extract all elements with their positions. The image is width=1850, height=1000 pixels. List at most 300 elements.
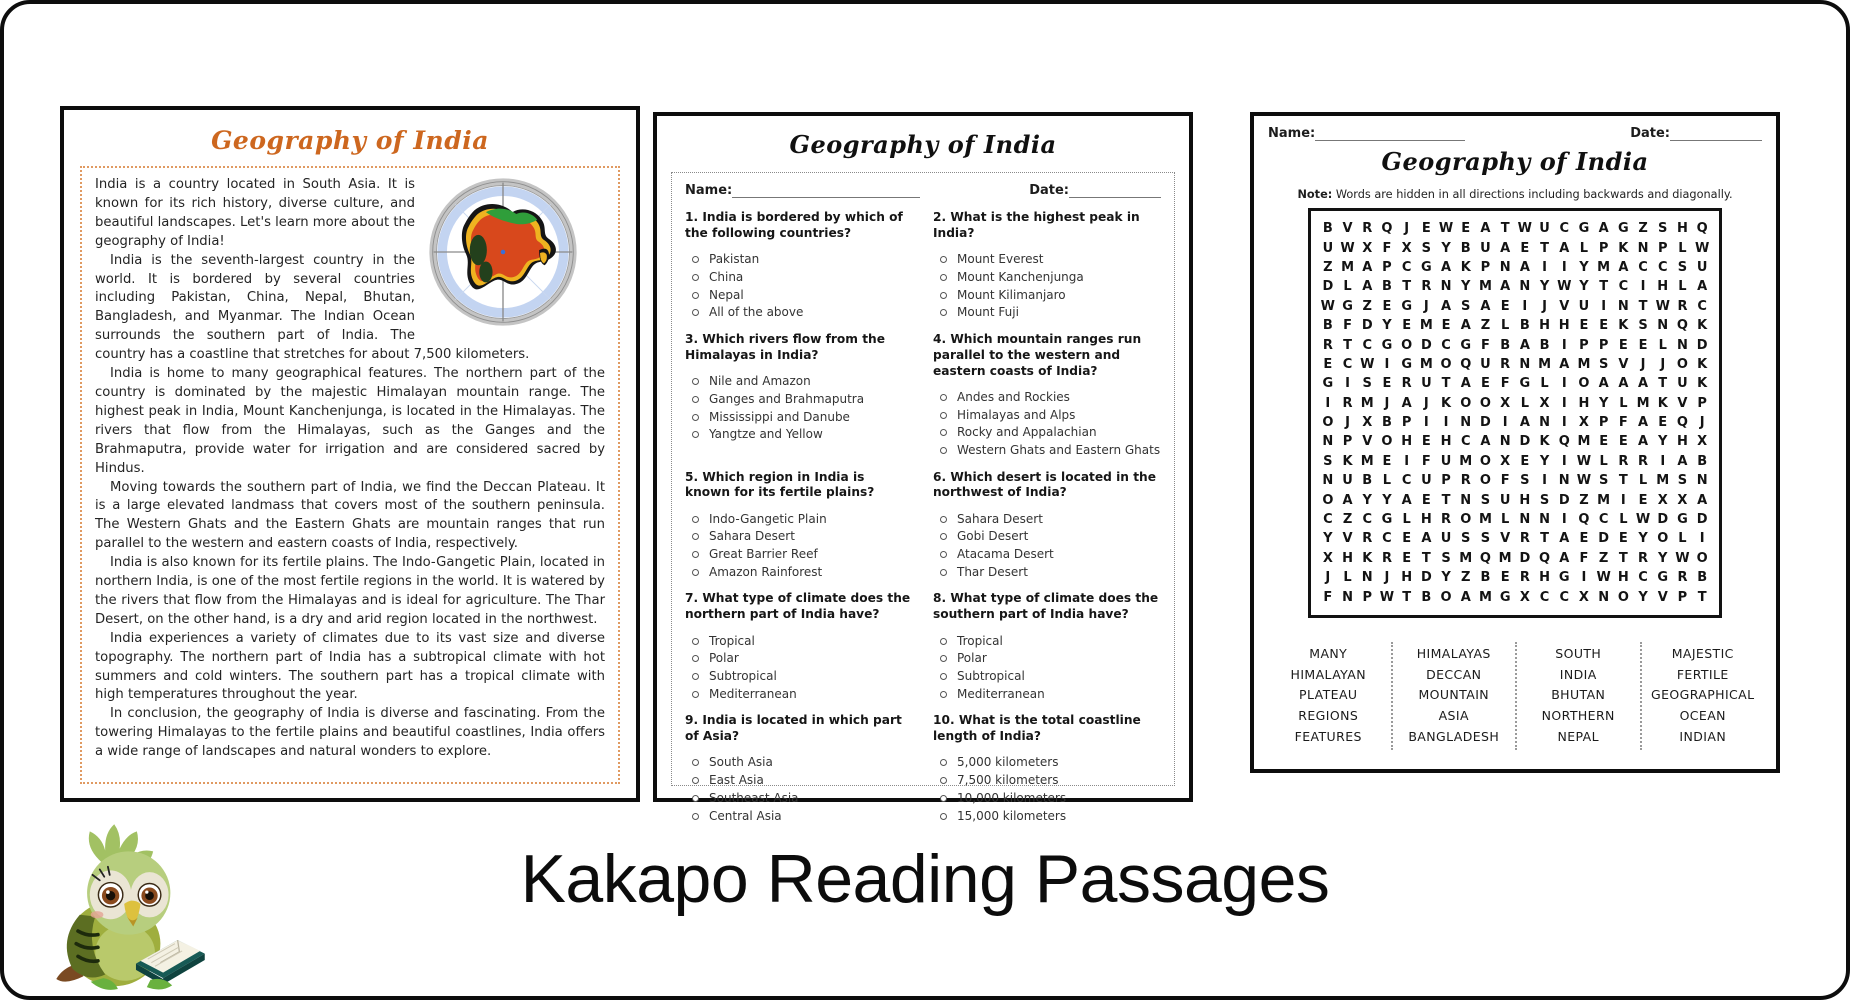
- question-text: 4. Which mountain ranges run parallel to the western and eastern coasts of India?: [933, 331, 1142, 378]
- name-blank-line: [732, 185, 920, 198]
- grid-letter: Z: [1579, 492, 1589, 508]
- grid-letter: E: [1579, 318, 1589, 334]
- grid-letter: H: [1617, 570, 1629, 586]
- grid-letter: A: [1480, 434, 1491, 450]
- grid-letter: Q: [1578, 512, 1590, 528]
- grid-letter: A: [1519, 337, 1530, 353]
- option-bullet-icon: [692, 551, 699, 558]
- grid-letter: V: [1677, 395, 1688, 411]
- grid-letter: L: [1343, 279, 1352, 295]
- grid-letter: I: [1542, 473, 1547, 489]
- grid-letter: U: [1421, 376, 1432, 392]
- grid-letter: A: [1677, 453, 1688, 469]
- grid-letter: Z: [1342, 512, 1353, 528]
- grid-letter: V: [1342, 531, 1353, 547]
- grid-letter: S: [1520, 473, 1530, 489]
- grid-letter: Y: [1658, 550, 1668, 566]
- grid-letter: B: [1697, 453, 1708, 469]
- name-date-row: [685, 183, 1161, 198]
- grid-letter: O: [1479, 395, 1491, 411]
- grid-letter: E: [1599, 434, 1609, 450]
- grid-letter: B: [1480, 570, 1491, 586]
- page-3-word-search: [1250, 112, 1780, 773]
- grid-letter: B: [1322, 221, 1333, 237]
- grid-letter: W: [1557, 279, 1572, 295]
- option-item: [692, 390, 913, 408]
- word-item: INDIAN: [1679, 729, 1727, 744]
- grid-letter: A: [1460, 376, 1471, 392]
- grid-letter: Y: [1461, 279, 1471, 295]
- grid-letter: H: [1401, 570, 1413, 586]
- option-label: Indo-Gangetic Plain: [709, 511, 827, 526]
- grid-letter: W: [1576, 473, 1592, 489]
- grid-letter: J: [1640, 356, 1646, 372]
- grid-letter: H: [1657, 279, 1669, 295]
- grid-letter: E: [1500, 298, 1510, 314]
- grid-letter: R: [1441, 512, 1452, 528]
- grid-letter: G: [1519, 376, 1531, 392]
- option-item: [940, 564, 1161, 582]
- option-label: Ganges and Brahmaputra: [709, 391, 865, 406]
- grid-letter: S: [1638, 318, 1648, 334]
- word-item: MOUNTAIN: [1418, 687, 1490, 703]
- grid-letter: Z: [1598, 550, 1609, 566]
- passage-paragraph: In conclusion, the geography of India is diverse and fascinating. From the towering Himalayas to the fertile plains and beautiful coastlines, India offers a wide range of landscapes and natural wonders to explore.: [95, 706, 605, 760]
- grid-letter: W: [1635, 512, 1651, 528]
- option-label: Nile and Amazon: [709, 373, 811, 388]
- grid-letter: X: [1362, 415, 1373, 431]
- grid-letter: C: [1362, 512, 1373, 528]
- grid-letter: G: [1322, 376, 1334, 392]
- option-list: [933, 251, 1161, 322]
- grid-letter: N: [1519, 356, 1531, 372]
- grid-letter: T: [1421, 550, 1431, 566]
- grid-letter: O: [1322, 492, 1334, 508]
- grid-letter: I: [1581, 570, 1587, 586]
- grid-letter: I: [1325, 395, 1331, 411]
- grid-letter: L: [1520, 395, 1529, 411]
- option-list: [685, 373, 913, 444]
- option-item: [940, 807, 1161, 825]
- grid-letter: A: [1559, 240, 1570, 256]
- word-item: FERTILE: [1676, 666, 1729, 682]
- option-label: Amazon Rainforest: [709, 565, 823, 579]
- question-block: [685, 470, 913, 582]
- option-label: Tropical: [957, 633, 1003, 648]
- word-list-column: [1515, 642, 1640, 750]
- grid-letter: K: [1342, 453, 1353, 469]
- option-item: [940, 772, 1161, 790]
- question-block: [933, 332, 1161, 460]
- option-item: [692, 790, 913, 808]
- grid-letter: R: [1519, 531, 1530, 547]
- grid-letter: X: [1500, 395, 1511, 411]
- option-bullet-icon: [692, 256, 699, 263]
- grid-letter: C: [1657, 259, 1668, 275]
- question-block: [933, 591, 1161, 703]
- grid-letter: L: [1678, 240, 1687, 256]
- grid-letter: H: [1519, 492, 1531, 508]
- grid-letter: R: [1638, 453, 1649, 469]
- grid-letter: E: [1599, 318, 1609, 334]
- grid-letter: V: [1342, 221, 1353, 237]
- grid-letter: N: [1460, 492, 1472, 508]
- grid-letter: H: [1578, 395, 1590, 411]
- grid-letter: D: [1322, 279, 1334, 295]
- option-bullet-icon: [692, 638, 699, 645]
- passage-paragraph: Moving towards the southern part of India, we find the Deccan Plateau. It is a large elevated landmass that covers most of the southern peninsula. The Western Ghats and the Eastern Ghats are mountain ranges that run parallel to the western and eastern coasts of India, respectively.: [95, 479, 605, 552]
- grid-letter: P: [1598, 337, 1609, 353]
- word-item: BANGLADESH: [1408, 729, 1500, 744]
- grid-letter: O: [1460, 512, 1472, 528]
- grid-letter: F: [1382, 240, 1392, 256]
- grid-letter: Q: [1539, 550, 1551, 566]
- grid-letter: C: [1618, 279, 1629, 295]
- grid-letter: A: [1500, 279, 1511, 295]
- grid-letter: A: [1500, 240, 1511, 256]
- option-bullet-icon: [940, 274, 947, 281]
- grid-letter: C: [1362, 337, 1373, 353]
- grid-letter: C: [1342, 356, 1353, 372]
- kakapo-mascot-icon: [28, 826, 224, 998]
- grid-letter: J: [1699, 415, 1705, 431]
- option-label: 5,000 kilometers: [957, 755, 1059, 770]
- grid-letter: M: [1459, 550, 1473, 566]
- grid-letter: H: [1401, 434, 1413, 450]
- grid-letter: C: [1539, 589, 1550, 605]
- option-item: [692, 632, 913, 650]
- option-bullet-icon: [940, 655, 947, 662]
- option-label: Himalayas and Alps: [957, 407, 1076, 422]
- grid-letter: V: [1559, 298, 1570, 314]
- grid-letter: G: [1558, 570, 1570, 586]
- option-item: [940, 269, 1161, 287]
- grid-letter: F: [1323, 589, 1333, 605]
- grid-letter: D: [1420, 337, 1432, 353]
- brand-title: Kakapo Reading Passages: [520, 841, 1330, 917]
- word-item: REGIONS: [1298, 708, 1359, 724]
- grid-letter: L: [1382, 473, 1392, 489]
- grid-letter: G: [1578, 221, 1590, 237]
- grid-letter: D: [1657, 512, 1669, 528]
- grid-letter: I: [1660, 453, 1666, 469]
- grid-letter: N: [1440, 279, 1452, 295]
- option-item: [692, 807, 913, 825]
- option-bullet-icon: [940, 533, 947, 540]
- grid-letter: T: [1402, 589, 1412, 605]
- word-item: PLATEAU: [1299, 687, 1358, 703]
- option-bullet-icon: [940, 813, 947, 820]
- kakapo-right-eye: [138, 883, 161, 906]
- grid-letter: E: [1461, 221, 1471, 237]
- grid-letter: H: [1677, 221, 1688, 237]
- grid-letter: W: [1517, 221, 1533, 237]
- grid-letter: H: [1420, 512, 1432, 528]
- option-list: [933, 388, 1161, 459]
- grid-letter: S: [1677, 473, 1688, 489]
- option-label: Mount Kilimanjaro: [957, 287, 1066, 302]
- grid-letter: I: [1345, 376, 1350, 392]
- option-item: [940, 424, 1161, 442]
- grid-letter: O: [1617, 589, 1629, 605]
- option-item: [940, 304, 1161, 322]
- word-item: DECCAN: [1426, 666, 1482, 682]
- option-bullet-icon: [940, 777, 947, 784]
- grid-letter: V: [1618, 356, 1629, 372]
- option-item: [692, 373, 913, 391]
- grid-letter: L: [1619, 395, 1628, 411]
- grid-letter: V: [1362, 434, 1373, 450]
- grid-letter: A: [1362, 259, 1373, 275]
- grid-letter: X: [1697, 434, 1708, 450]
- grid-letter: T: [1343, 337, 1352, 353]
- grid-letter: C: [1638, 259, 1648, 275]
- grid-letter: W: [1340, 240, 1355, 256]
- grid-letter: I: [1502, 415, 1508, 431]
- grid-letter: C: [1559, 589, 1570, 605]
- grid-letter: G: [1381, 512, 1393, 528]
- grid-letter: L: [1501, 512, 1510, 528]
- grid-letter: A: [1362, 279, 1373, 295]
- question-text: 6. Which desert is located in the northwest of India?: [933, 469, 1156, 500]
- grid-letter: U: [1578, 298, 1590, 314]
- grid-letter: F: [1618, 415, 1628, 431]
- word-item: BHUTAN: [1551, 687, 1606, 703]
- note-label: Note:: [1297, 188, 1333, 201]
- question-text: 7. What type of climate does the northern part of India have?: [685, 591, 911, 622]
- grid-letter: M: [1478, 589, 1492, 605]
- grid-letter: A: [1638, 434, 1649, 450]
- grid-letter: U: [1440, 531, 1452, 547]
- option-label: All of the above: [709, 305, 804, 320]
- option-item: [692, 408, 913, 426]
- option-bullet-icon: [940, 638, 947, 645]
- grid-letter: F: [1343, 318, 1352, 334]
- word-item: MANY: [1309, 645, 1348, 661]
- grid-letter: A: [1460, 318, 1471, 334]
- option-label: Polar: [957, 651, 987, 666]
- grid-letter: A: [1480, 298, 1491, 314]
- grid-letter: U: [1440, 453, 1452, 469]
- grid-letter: X: [1578, 415, 1589, 431]
- grid-letter: O: [1460, 395, 1472, 411]
- grid-letter: L: [1579, 240, 1589, 256]
- grid-letter: T: [1540, 240, 1549, 256]
- grid-letter: Y: [1382, 492, 1392, 508]
- grid-letter: J: [1384, 395, 1390, 411]
- option-bullet-icon: [692, 655, 699, 662]
- option-label: Rocky and Appalachian: [957, 425, 1097, 440]
- name-field: [685, 183, 920, 198]
- option-label: South Asia: [709, 755, 773, 770]
- grid-letter: W: [1675, 550, 1690, 566]
- grid-letter: S: [1461, 531, 1471, 547]
- grid-letter: J: [1423, 298, 1429, 314]
- grid-letter: N: [1539, 415, 1550, 431]
- grid-letter: I: [1561, 395, 1567, 411]
- grid-letter: A: [1460, 589, 1471, 605]
- grid-letter: E: [1638, 337, 1648, 353]
- grid-letter: L: [1658, 337, 1667, 353]
- grid-letter: X: [1519, 589, 1530, 605]
- grid-letter: V: [1500, 531, 1511, 547]
- grid-letter: C: [1638, 570, 1648, 586]
- grid-letter: A: [1638, 415, 1649, 431]
- grid-letter: N: [1519, 512, 1531, 528]
- option-list: [685, 754, 913, 825]
- option-bullet-icon: [940, 795, 947, 802]
- option-item: [692, 510, 913, 528]
- grid-letter: J: [1345, 415, 1350, 431]
- passage-body: [95, 176, 605, 762]
- option-label: East Asia: [709, 773, 764, 788]
- option-item: [940, 510, 1161, 528]
- grid-letter: E: [1402, 531, 1412, 547]
- grid-letter: D: [1598, 531, 1610, 547]
- grid-letter: E: [1402, 318, 1412, 334]
- passage-paragraph: India is the seventh-largest country in the world. It is bordered by several countries including Pakistan, China, Nepal, Bhutan, Bangladesh, and Myanmar. The Indian Ocean surrounds the southern part of India. The country has a coastline that stretches for about 7,500 kilometers.: [95, 252, 530, 363]
- option-bullet-icon: [692, 378, 699, 385]
- grid-letter: H: [1342, 550, 1353, 566]
- question-text: 1. India is bordered by which of the following countries?: [685, 210, 903, 240]
- word-item: GEOGRAPHICAL: [1650, 687, 1755, 703]
- grid-letter: T: [1441, 376, 1451, 392]
- option-label: Pakistan: [709, 252, 760, 267]
- grid-letter: L: [1678, 279, 1687, 295]
- grid-letter: C: [1401, 259, 1412, 275]
- word-item: ASIA: [1438, 708, 1469, 724]
- question-block: [685, 332, 913, 460]
- grid-letter: R: [1362, 221, 1373, 237]
- grid-letter: N: [1342, 589, 1353, 605]
- grid-letter: I: [1404, 453, 1410, 469]
- grid-letter: E: [1402, 550, 1412, 566]
- grid-letter: M: [1459, 453, 1473, 469]
- passage-paragraph: India is home to many geographical features. The northern part of the country is dominated by the majestic Himalayan mountain range. The highest peak in India, Mount Kanchenjunga, is located in the Himalayas. The rivers that flow from the Himalayas, such as the Ganges and the Brahmaputra, provide water for irrigation and are considered sacred by Hindus.: [95, 366, 605, 476]
- grid-letter: A: [1401, 492, 1412, 508]
- grid-letter: X: [1677, 492, 1688, 508]
- grid-letter: K: [1441, 395, 1452, 411]
- option-item: [940, 754, 1161, 772]
- question-text: 8. What type of climate does the southern part of India have?: [933, 591, 1159, 622]
- grid-letter: N: [1677, 337, 1688, 353]
- question-text: 5. Which region in India is known for its fertile plains?: [685, 469, 875, 500]
- grid-letter: A: [1697, 279, 1708, 295]
- grid-letter: I: [1384, 356, 1390, 372]
- grid-letter: Z: [1638, 221, 1648, 237]
- grid-letter: B: [1519, 318, 1530, 334]
- grid-letter: O: [1381, 434, 1393, 450]
- option-label: Mississippi and Danube: [709, 409, 850, 424]
- grid-letter: R: [1677, 570, 1688, 586]
- option-bullet-icon: [940, 447, 947, 454]
- option-label: Thar Desert: [957, 565, 1028, 579]
- question-block: [933, 470, 1161, 582]
- option-item: [692, 754, 913, 772]
- option-label: Mediterranean: [957, 686, 1045, 701]
- option-item: [692, 772, 913, 790]
- option-item: [940, 685, 1161, 703]
- grid-letter: Q: [1676, 318, 1688, 334]
- grid-letter: B: [1322, 318, 1333, 334]
- word-item: OCEAN: [1679, 708, 1726, 724]
- option-label: Southeast Asia: [709, 790, 799, 805]
- grid-letter: C: [1401, 473, 1412, 489]
- grid-letter: S: [1421, 240, 1432, 256]
- grid-letter: O: [1479, 473, 1491, 489]
- grid-letter: F: [1579, 550, 1589, 566]
- grid-letter: T: [1697, 589, 1707, 605]
- grid-letter: Q: [1558, 434, 1570, 450]
- option-label: Mount Kanchenjunga: [957, 269, 1084, 284]
- option-bullet-icon: [940, 673, 947, 680]
- grid-letter: X: [1401, 240, 1412, 256]
- grid-letter: Y: [1441, 240, 1451, 256]
- grid-letter: K: [1539, 434, 1550, 450]
- option-bullet-icon: [692, 673, 699, 680]
- question-block: [685, 591, 913, 703]
- question-block: [685, 210, 913, 322]
- option-label: Subtropical: [957, 669, 1025, 684]
- grid-letter: L: [1343, 570, 1352, 586]
- grid-letter: G: [1460, 337, 1472, 353]
- grid-letter: L: [1599, 453, 1608, 469]
- option-bullet-icon: [692, 759, 699, 766]
- option-item: [692, 269, 913, 287]
- grid-letter: U: [1322, 240, 1334, 256]
- grid-letter: A: [1441, 298, 1452, 314]
- grid-letter: R: [1322, 337, 1333, 353]
- option-item: [692, 668, 913, 686]
- grid-letter: S: [1598, 473, 1609, 489]
- grid-letter: E: [1441, 318, 1451, 334]
- grid-letter: D: [1519, 434, 1531, 450]
- grid-letter: R: [1638, 550, 1649, 566]
- option-item: [940, 251, 1161, 269]
- grid-letter: I: [1443, 415, 1449, 431]
- option-bullet-icon: [940, 412, 947, 419]
- word-item: FEATURES: [1294, 729, 1362, 744]
- option-label: Subtropical: [709, 669, 777, 684]
- grid-letter: J: [1384, 570, 1390, 586]
- grid-letter: B: [1539, 337, 1550, 353]
- grid-letter: J: [1325, 570, 1331, 586]
- grid-letter: E: [1638, 492, 1648, 508]
- grid-letter: G: [1421, 259, 1432, 275]
- grid-letter: E: [1382, 453, 1392, 469]
- grid-letter: D: [1696, 512, 1708, 528]
- grid-letter: B: [1697, 570, 1708, 586]
- grid-letter: A: [1598, 376, 1609, 392]
- option-item: [692, 286, 913, 304]
- grid-letter: Y: [1579, 259, 1589, 275]
- grid-letter: R: [1342, 395, 1353, 411]
- grid-letter: M: [1478, 279, 1492, 295]
- grid-letter: Z: [1461, 570, 1471, 586]
- grid-letter: B: [1460, 240, 1471, 256]
- option-label: 7,500 kilometers: [957, 773, 1059, 788]
- grid-letter: R: [1519, 570, 1530, 586]
- grid-letter: B: [1381, 279, 1392, 295]
- grid-letter: U: [1480, 356, 1491, 372]
- grid-letter: P: [1697, 395, 1707, 411]
- grid-letter: A: [1618, 259, 1629, 275]
- grid-letter: K: [1460, 259, 1471, 275]
- grid-letter: N: [1598, 589, 1610, 605]
- note-text: Words are hidden in all directions including backwards and diagonally.: [1332, 188, 1733, 201]
- grid-letter: L: [1619, 512, 1628, 528]
- option-bullet-icon: [940, 256, 947, 263]
